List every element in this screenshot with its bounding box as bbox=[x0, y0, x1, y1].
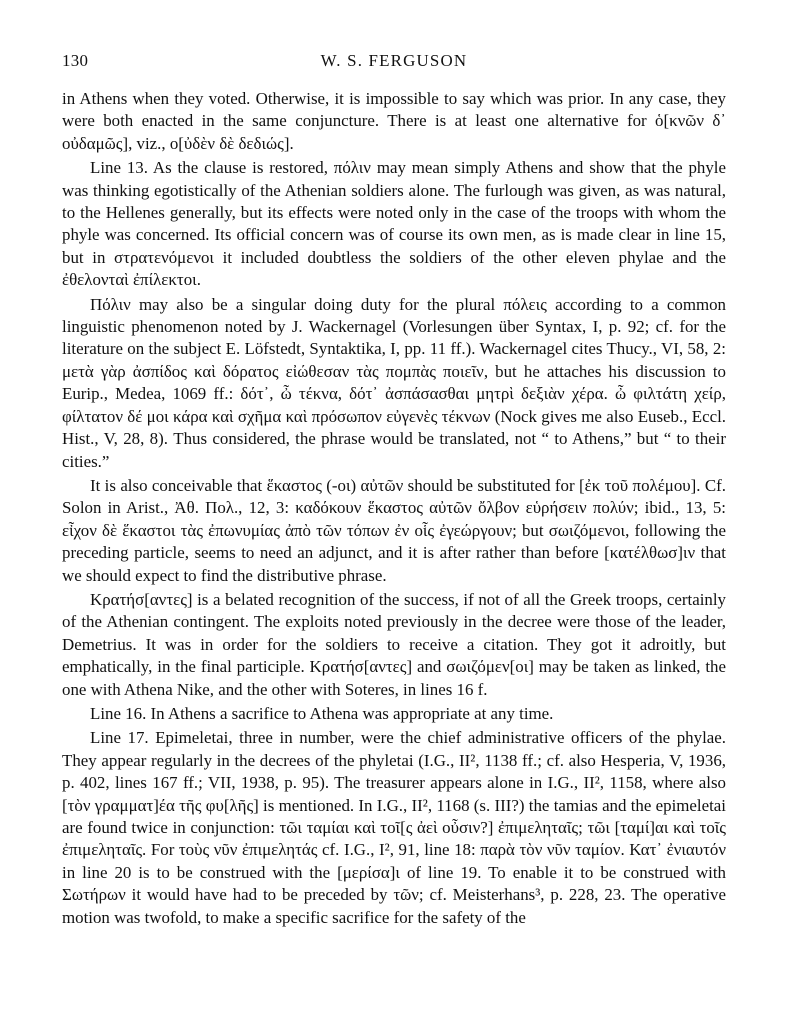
running-head: W. S. FERGUSON bbox=[320, 51, 468, 70]
paragraph-line-13: Line 13. As the clause is restored, πόλιν may mean simply Athens and show that the phyle was thinking egotistically of the Athenian soldiers alone. The furlough was given, as was natural, to the Hellenes generally, but its effects were noted only in the case of the troops with whom the phyle was concerned. Its official concern was of course its own men, as is made clear in line 15, but in στρατενόμενοι it included doubtless the soldiers of the other eleven phylae and the ἐθελονταὶ ἐπίλεκτοι. bbox=[62, 158, 726, 290]
paragraph-line-17: Line 17. Epimeletai, three in number, were the chief administrative officers of the phylae. They appear regularly in the decrees of the phyletai (I.G., II², 1138 ff.; cf. also Hesperia, V, 1936, p. 402, lines 167 ff.; VII, 1938, p. 95). The treasurer appears alone in I.G., II², 1158, where also [τὸν γραμματ]έα τῆς φυ[λῆς] is mentioned. In I.G., II², 1168 (s. III?) the tamias and the epimeletai are found twice in conjunction: τῶι ταμίαι καὶ τοῖ[ς ἀεὶ οὖσιν?] ἐπιμεληταῖς; τῶι [ταμί]αι καὶ τοῖς ἐπιμεληταῖς. For τοὺς νῦν ἐπιμελητάς cf. I.G., I², 91, line 18: παρὰ τὸν νῦν ταμίον. Κατ᾽ ἐνιαυτόν in line 20 is to be construed with the [μερίσα]ι of line 19. To enable it to be construed with Σωτήρων it would have had to be preceded by τῶν; cf. Meisterhans³, p. 228, 23. The operative motion was twofold, to make a specific sacrifice for the safety of the bbox=[62, 728, 726, 927]
body-text bbox=[62, 88, 726, 929]
paragraph-kratesantes: Κρατήσ[αντες] is a belated recognition of the success, if not of all the Greek troops, certainly of the Athenian contingent. The exploits noted previously in the decree were those of the leader, Demetrius. It was in order for the soldiers to receive a citation. They got it adroitly, but emphatically, in the final participle. Κρατήσ[αντες] and σωιζόμεν[οι] may be taken as linked, the one with Athena Nike, and the other with Soteres, in lines 16 f. bbox=[62, 589, 726, 699]
paragraph-polin: Πόλιν may also be a singular doing duty for the plural πόλεις according to a common linguistic phenomenon noted by J. Wackernagel (Vorlesungen über Syntax, I, p. 92; cf. for the literature on the subject E. Löfstedt, Syntaktika, I, pp. 11 ff.). Wackernagel cites Thucy., VI, 58, 2: μετὰ γὰρ ἀσπίδος καὶ δόρατος εἰώθεσαν τὰς πομπὰς ποιεῖν, but he attaches his discussion to Eurip., Medea, 1069 ff.: δότ᾽, ὦ τέκνα, δότ᾽ ἀσπάσασθαι μητρὶ δεξιὰν χέρα. ὦ φιλτάτη χείρ, φίλτατον δέ μοι κάρα καὶ σχῆμα καὶ πρόσωπον εὐγενὲς τέκνων (Nock gives me also Euseb., Eccl. Hist., V, 28, 8). Thus considered, the phrase would be translated, not “ to Athens,” but “ to their cities.” bbox=[62, 294, 726, 471]
page bbox=[62, 50, 726, 929]
paragraph-continuation: in Athens when they voted. Otherwise, it is impossible to say which was prior. In any case, they were both enacted in the same conjuncture. There is at least one alternative for ὁ[κνῶν δ᾽ οὐδαμῶς], viz., ο[ὐδὲν δὲ δεδιώς]. bbox=[62, 89, 726, 153]
paragraph-line-16: Line 16. In Athens a sacrifice to Athena was appropriate at any time. bbox=[90, 703, 554, 723]
page-number: 130 bbox=[62, 51, 89, 70]
paragraph-hekastos: It is also conceivable that ἕκαστος (-οι) αὐτῶν should be substituted for [ἐκ τοῦ πολέμου]. Cf. Solon in Arist., Ἀθ. Πολ., 12, 3: καδόκουν ἕκαστος αὐτῶν ὄλβον εὑρήσειν πολύν; ibid., 13, 5: εἶχον δὲ ἕκαστοι τὰς ἐπωνυμίας ἀπὸ τῶν τόπων ἐν οἷς ἐγεώργουν; but σωιζόμενοι, following the preceding particle, seems to need an adjunct, and it is after rather than before [κατέλθωσ]ιν that we should expect to find the distributive phrase. bbox=[62, 475, 726, 585]
page-header bbox=[62, 50, 726, 76]
